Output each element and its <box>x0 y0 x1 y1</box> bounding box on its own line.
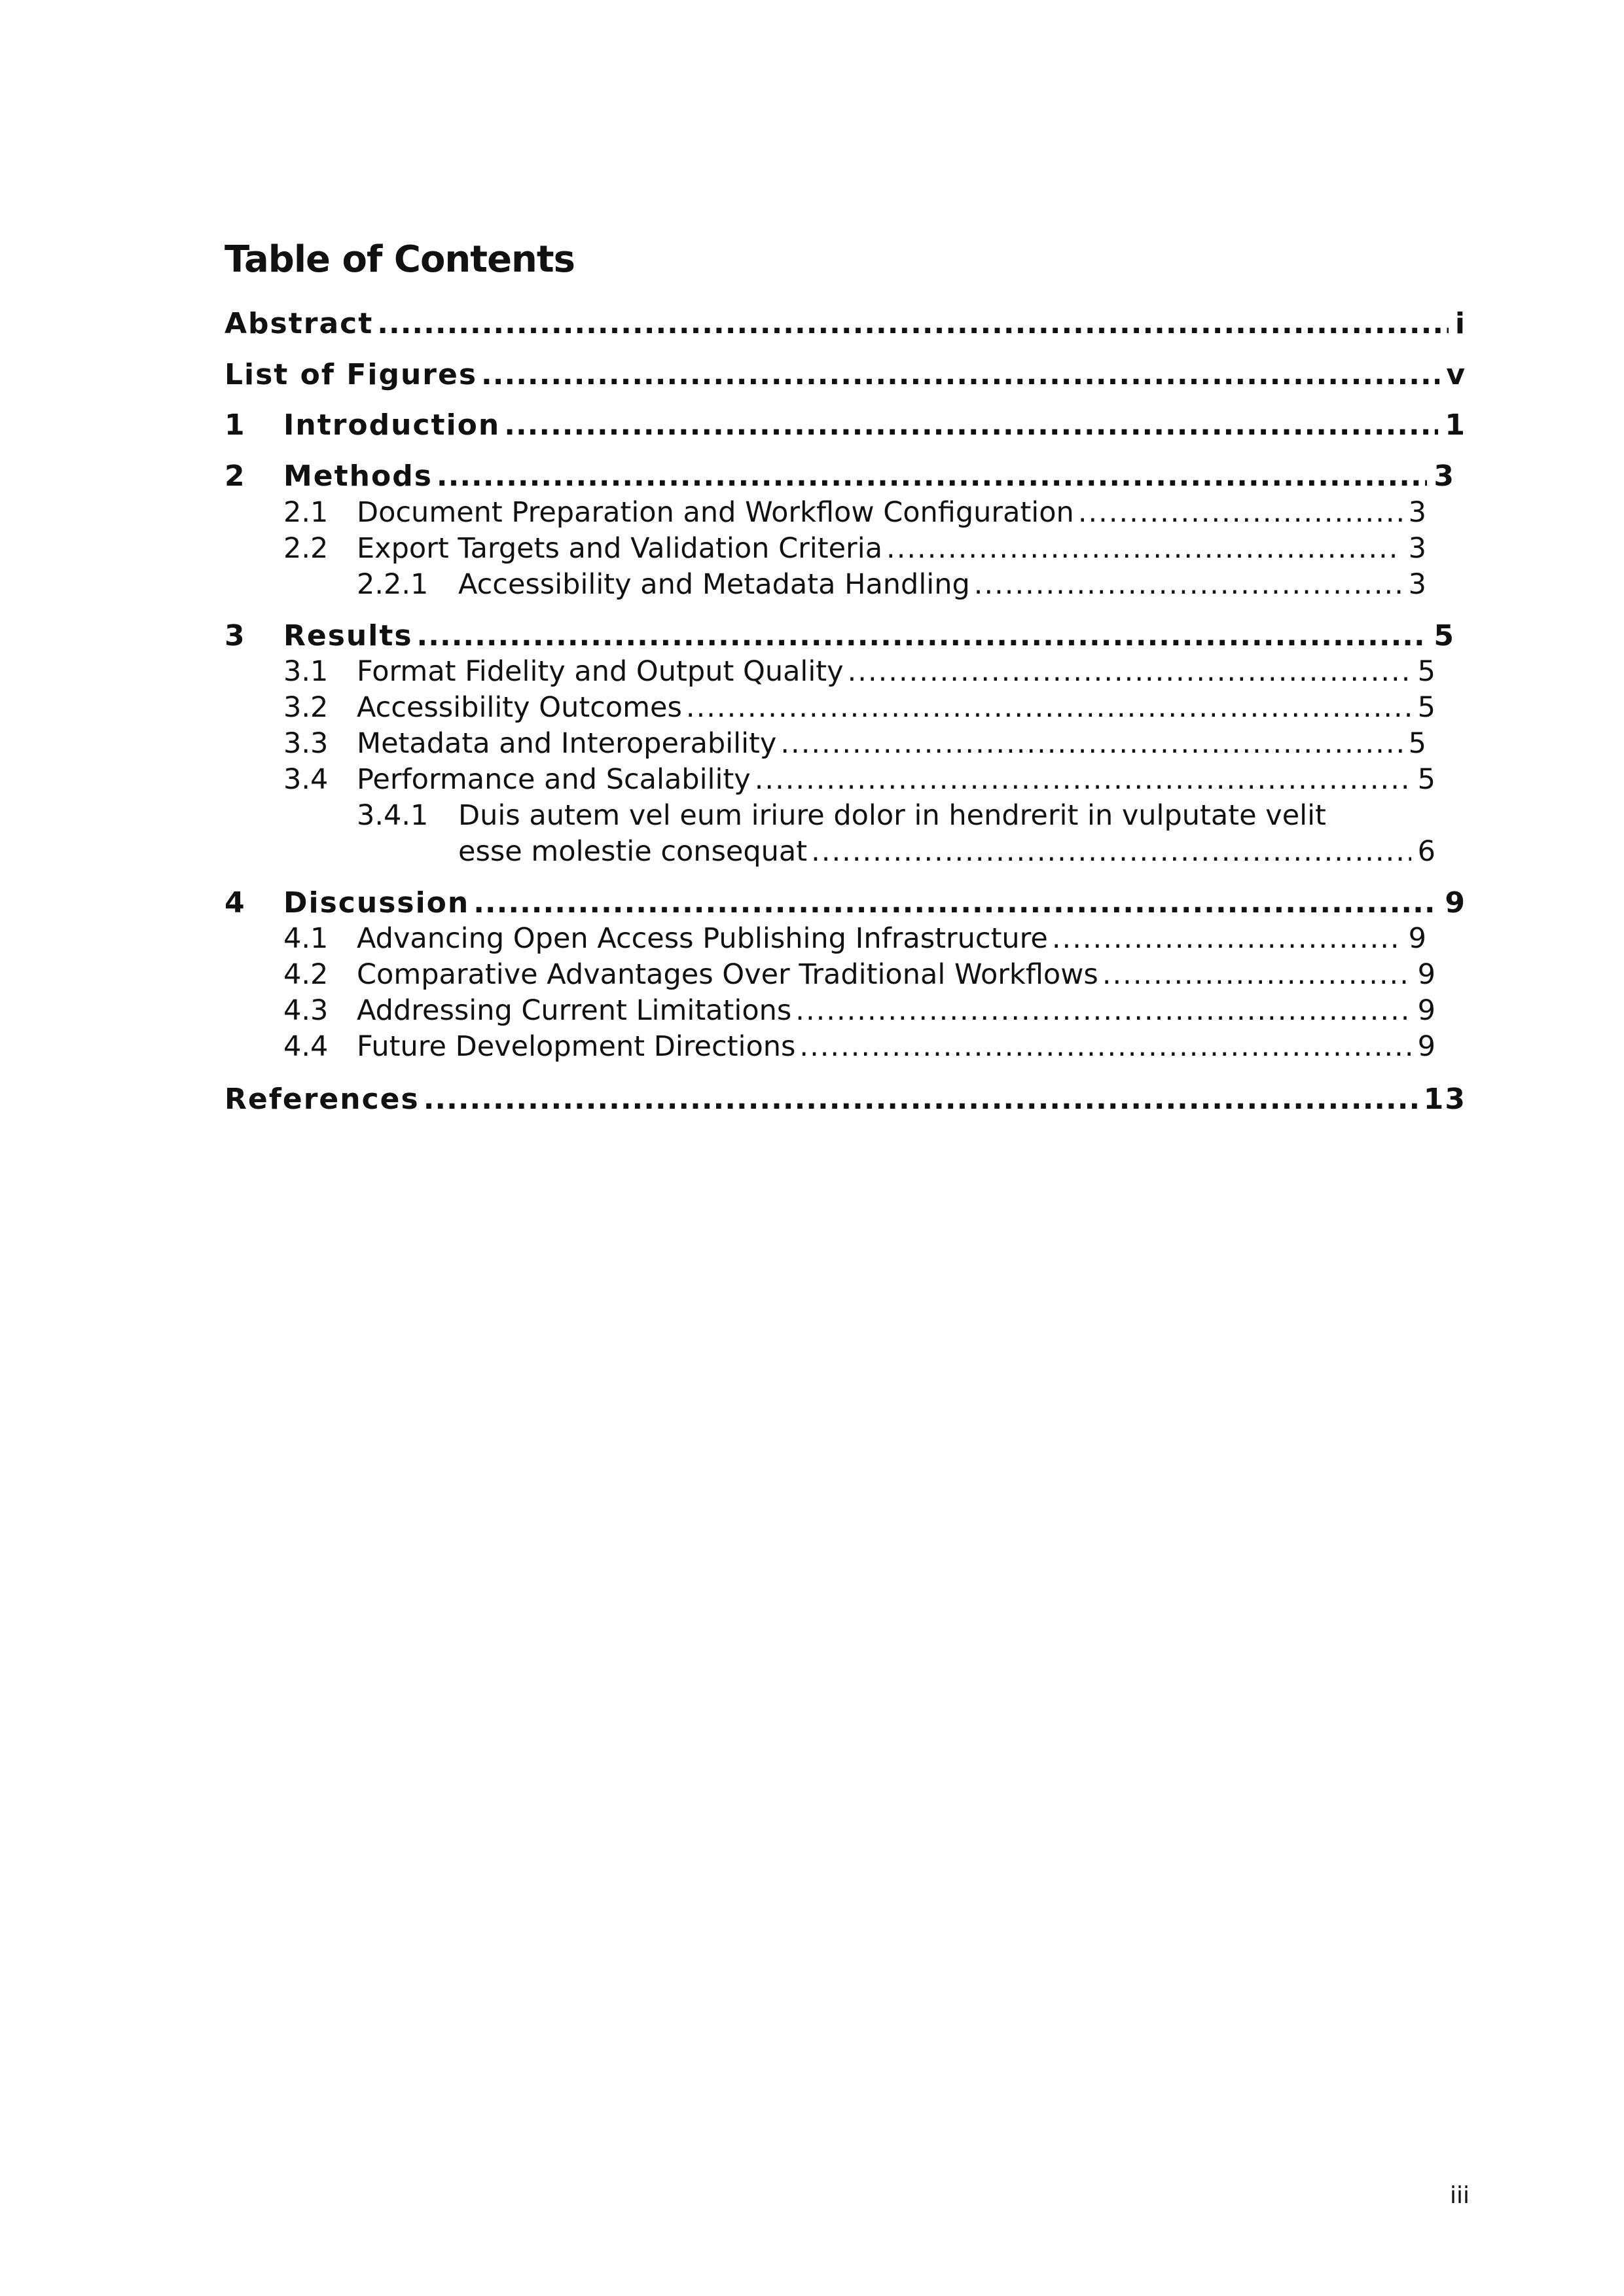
toc-label-continued: esse molestie consequat <box>458 835 808 868</box>
toc-section-number: 3.4.1 <box>357 799 429 832</box>
toc-section-number: 2.2.1 <box>357 568 429 601</box>
toc-label: Export Targets and Validation Criteria <box>357 532 883 565</box>
toc-section-number: 3.1 <box>283 655 329 688</box>
dot-leader <box>780 725 1401 762</box>
dot-leader <box>437 457 1427 496</box>
dot-leader <box>473 884 1438 923</box>
dot-leader <box>886 530 1402 567</box>
toc-page-number: 3 <box>1408 532 1426 565</box>
toc-entry-2-2-1[interactable] <box>357 566 1426 603</box>
dot-leader <box>1052 920 1402 957</box>
toc-section-number: 3.4 <box>283 763 329 796</box>
dot-leader <box>686 689 1411 726</box>
toc-label: Abstract <box>225 307 374 340</box>
toc-page-number: 9 <box>1417 1030 1435 1063</box>
toc-entry-references[interactable] <box>225 1080 1466 1119</box>
dot-leader <box>974 566 1402 603</box>
dot-leader <box>417 617 1428 656</box>
toc-label: Results <box>283 619 413 653</box>
toc-section-number: 3.3 <box>283 727 329 760</box>
toc-entry-3-3[interactable] <box>283 725 1426 762</box>
toc-entry-3-4-1[interactable] <box>357 797 1435 834</box>
toc-entry-abstract[interactable] <box>225 304 1466 344</box>
toc-label: Methods <box>283 459 433 493</box>
toc-label: Discussion <box>283 886 470 920</box>
toc-page-number: 5 <box>1417 655 1435 688</box>
dot-leader <box>795 992 1411 1029</box>
toc-entry-3-4[interactable] <box>283 761 1435 798</box>
toc-page-number: 13 <box>1423 1083 1466 1116</box>
dot-leader <box>811 833 1411 870</box>
toc-entry-3-2[interactable] <box>283 689 1435 726</box>
toc-entry-4-4[interactable] <box>283 1028 1435 1065</box>
toc-label: Addressing Current Limitations <box>357 994 792 1027</box>
toc-page-number: 5 <box>1417 763 1435 796</box>
dot-leader <box>377 304 1449 344</box>
toc-section-number: 1 <box>225 408 246 442</box>
dot-leader <box>848 653 1411 690</box>
dot-leader <box>481 355 1439 395</box>
toc-entry-4-1[interactable] <box>283 920 1426 957</box>
toc-label: List of Figures <box>225 358 478 391</box>
toc-label: Introduction <box>283 408 501 442</box>
toc-page-number: 1 <box>1445 408 1466 442</box>
toc-label: Metadata and Interoperability <box>357 727 777 760</box>
toc-label: Document Preparation and Workflow Configuration <box>357 496 1074 529</box>
toc-label: References <box>225 1083 420 1116</box>
toc-page-number: v <box>1446 358 1466 391</box>
toc-page-number: 3 <box>1408 568 1426 601</box>
dot-leader <box>1078 494 1402 531</box>
toc-page-number: 5 <box>1434 619 1455 653</box>
toc-section-number: 4.2 <box>283 958 329 991</box>
toc-entry-list-of-figures[interactable] <box>225 355 1466 395</box>
toc-page-number: 5 <box>1417 691 1435 724</box>
toc-page-number: 3 <box>1408 496 1426 529</box>
toc-entry-methods[interactable] <box>225 457 1455 496</box>
toc-page-number: 5 <box>1408 727 1426 760</box>
toc-page-number: 9 <box>1445 886 1466 920</box>
toc-entry-4-3[interactable] <box>283 992 1435 1029</box>
toc-page-number: 9 <box>1417 958 1435 991</box>
toc-page-number: 9 <box>1417 994 1435 1027</box>
toc-entry-2-1[interactable] <box>283 494 1426 531</box>
toc-entry-results[interactable] <box>225 617 1455 656</box>
toc-section-number: 2.1 <box>283 496 329 529</box>
dot-leader <box>799 1028 1411 1065</box>
toc-entry-discussion[interactable] <box>225 884 1466 923</box>
toc-section-number: 4.1 <box>283 922 329 955</box>
toc-label: Future Development Directions <box>357 1030 796 1063</box>
dot-leader <box>1102 956 1411 993</box>
toc-entry-4-2[interactable] <box>283 956 1435 993</box>
toc-label: Accessibility and Metadata Handling <box>458 568 970 601</box>
dot-leader <box>424 1080 1417 1119</box>
toc-label: Performance and Scalability <box>357 763 751 796</box>
toc-label: Accessibility Outcomes <box>357 691 682 724</box>
toc-label: Duis autem vel eum iriure dolor in hendrerit in vulputate velit <box>458 799 1326 832</box>
toc-section-number: 3.2 <box>283 691 329 724</box>
toc-label: Format Fidelity and Output Quality <box>357 655 844 688</box>
toc-section-number: 4.4 <box>283 1030 329 1063</box>
toc-page-number: 9 <box>1408 922 1426 955</box>
toc-entry-introduction[interactable] <box>225 406 1466 445</box>
toc-page-number: 6 <box>1417 835 1435 868</box>
toc-section-number: 4.3 <box>283 994 329 1027</box>
toc-page-number: i <box>1454 307 1466 340</box>
toc-entry-3-1[interactable] <box>283 653 1435 690</box>
toc-label: Advancing Open Access Publishing Infrastructure <box>357 922 1048 955</box>
toc-section-number: 2.2 <box>283 532 329 565</box>
page-number: iii <box>1449 2182 1470 2209</box>
toc-entry-3-4-1-continued[interactable] <box>458 833 1435 870</box>
toc-entry-2-2[interactable] <box>283 530 1426 567</box>
dot-leader <box>504 406 1438 445</box>
toc-section-number: 2 <box>225 459 246 493</box>
toc-label: Comparative Advantages Over Traditional Workflows <box>357 958 1098 991</box>
toc-section-number: 4 <box>225 886 246 920</box>
toc-section-number: 3 <box>225 619 246 653</box>
dot-leader <box>755 761 1411 798</box>
toc-page-number: 3 <box>1434 459 1455 493</box>
page-title: Table of Contents <box>225 238 575 281</box>
